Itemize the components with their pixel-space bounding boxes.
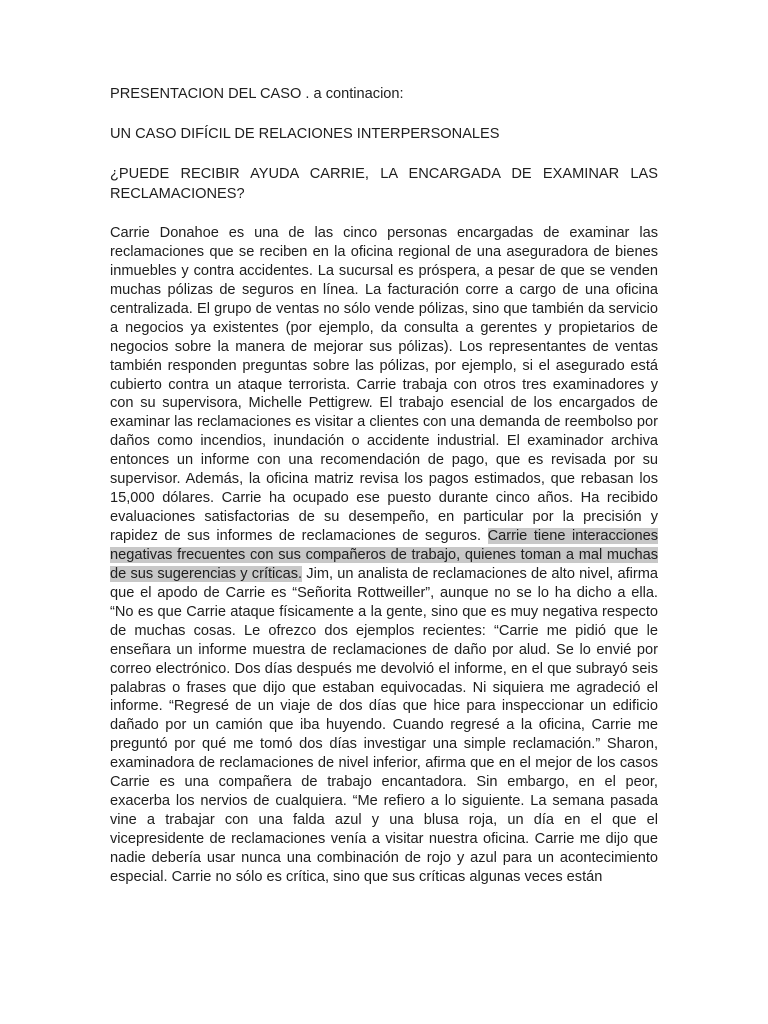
paragraph-text-end: Jim, un analista de reclamaciones de alto nivel, afirma que el apodo de Carrie es “Señorita Rottweiller”, aunque no se lo ha dicho a ella. “No es que Carrie ataque físicamente a la gente, sino que es muy negativa respecto de muchas cosas. Le ofrezco dos ejemplos recientes: “Carrie me pidió que le enseñara un informe muestra de reclamaciones de daño por alud. Se lo envié por correo electrónico. Dos días después me devolvió el informe, en el que subrayó seis palabras o frases que dijo que estaban equivocadas. Ni siquiera me agradeció el informe. “Regresé de un viaje de dos días que hice para inspeccionar un edificio dañado por un camión que iba huyendo. Cuando regresé a la oficina, Carrie me preguntó por qué me tomó dos días investigar una simple reclamación.” Sharon, examinadora de reclamaciones de nivel inferior, afirma que en el mejor de los casos Carrie es una compañera de trabajo encantadora. Sin embargo, en el peor, exacerba los nervios de cualquiera. “Me refiero a lo siguiente. La semana pasada vine a trabajar con una falda azul y una blusa roja, un día en el que el vicepresidente de reclamaciones venía a visitar nuestra oficina. Carrie me dijo que nadie debería usar nunca una combinación de rojo y azul para un acontecimiento especial. Carrie no sólo es crítica, sino que sus críticas algunas veces están: [110, 565, 659, 885]
case-question: ¿PUEDE RECIBIR AYUDA CARRIE, LA ENCARGADA DE EXAMINAR LAS RECLAMACIONES?: [110, 166, 658, 202]
case-paragraph: [110, 224, 658, 887]
highlighted-text: Carrie tiene interacciones negativas frecuentes con sus compañeros de trabajo, quienes toman a mal muchas de sus sugerencias y críticas.: [110, 528, 658, 582]
case-title: UN CASO DIFÍCIL DE RELACIONES INTERPERSONALES: [110, 126, 500, 142]
presentation-line: PRESENTACION DEL CASO . a continacion:: [110, 86, 404, 102]
document-body: [110, 84, 658, 887]
paragraph-text-start: Carrie Donahoe es una de las cinco personas encargadas de examinar las reclamaciones que se reciben en la oficina regional de una aseguradora de bienes inmuebles y contra accidentes. La sucursal es próspera, a pesar de que se venden muchas pólizas de seguros en línea. La facturación corre a cargo de una oficina centralizada. El grupo de ventas no sólo vende pólizas, sino que también da servicio a negocios ya existentes (por ejemplo, da consulta a gerentes y propietarios de negocios sobre la manera de mejorar sus pólizas). Los representantes de ventas también responden preguntas sobre las pólizas, por ejemplo, si el asegurado está cubierto contra un ataque terrorista. Carrie trabaja con otros tres examinadores y con su supervisora, Michelle Pettigrew. El trabajo esencial de los encargados de examinar las reclamaciones es visitar a clientes con una demanda de reembolso por daños como incendios, inundación o accidente industrial. El examinador archiva entonces un informe con una recomendación de pago, que es revisada por su supervisor. Además, la oficina matriz revisa los pagos estimados, que rebasan los 15,000 dólares. Carrie ha ocupado ese puesto durante cinco años. Ha recibido evaluaciones satisfactorias de su desempeño, en particular por la precisión y rapidez de sus informes de reclamaciones de seguros.: [110, 225, 658, 544]
